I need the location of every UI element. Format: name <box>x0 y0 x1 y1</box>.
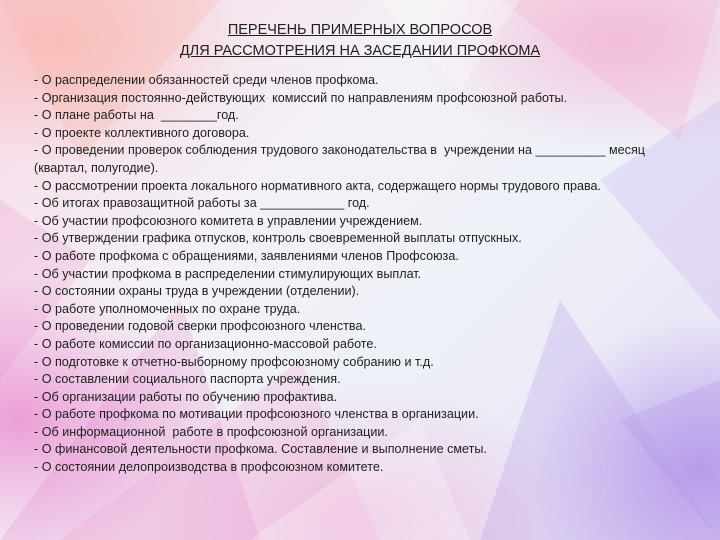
list-item: - О подготовке к отчетно-выборному профсоюзному собранию и т.д. <box>34 354 434 369</box>
title-line-1: ПЕРЕЧЕНЬ ПРИМЕРНЫХ ВОПРОСОВ <box>227 22 493 38</box>
list-item: - О проведении проверок соблюдения трудового законодательства в учреждении на __________ месяц (квартал, полугодие). <box>34 143 649 175</box>
list-item: - О состоянии охраны труда в учреждении (отделении). <box>34 284 360 299</box>
questions-list <box>34 72 694 477</box>
list-item: - Об итогах правозащитной работы за ____________ год. <box>34 196 370 211</box>
list-item: - Об участии профсоюзного комитета в управлении учреждением. <box>34 213 423 228</box>
list-item: - О составлении социального паспорта учреждения. <box>34 372 341 387</box>
list-item: - О проведении годовой сверки профсоюзного членства. <box>34 319 366 334</box>
list-item: - О проекте коллективного договора. <box>34 125 250 140</box>
list-item: - О состоянии делопроизводства в профсоюзном комитете. <box>34 460 384 475</box>
list-item: - О финансовой деятельности профкома. Составление и выполнение сметы. <box>34 442 487 457</box>
page-title <box>0 20 720 62</box>
list-item: - Об участии профкома в распределении стимулирующих выплат. <box>34 266 422 281</box>
list-item: - Об информационной работе в профсоюзной организации. <box>34 424 388 439</box>
list-item: - О работе профкома по мотивации профсоюзного членства в организации. <box>34 407 479 422</box>
list-item: - О работе комиссии по организационно-массовой работе. <box>34 336 377 351</box>
list-item: - О распределении обязанностей среди членов профкома. <box>34 73 379 87</box>
title-line-2: ДЛЯ РАССМОТРЕНИЯ НА ЗАСЕДАНИИ ПРОФКОМА <box>179 43 541 59</box>
list-item: - О плане работы на ________год. <box>34 108 239 123</box>
list-item: - Об утверждении графика отпусков, контроль своевременной выплаты отпускных. <box>34 231 522 246</box>
list-item: - О работе уполномоченных по охране труда. <box>34 301 301 316</box>
list-item: - О работе профкома с обращениями, заявлениями членов Профсоюза. <box>34 248 459 263</box>
list-item: - Об организации работы по обучению профактива. <box>34 389 338 404</box>
list-item: - О рассмотрении проекта локального нормативного акта, содержащего нормы трудового права. <box>34 178 602 193</box>
list-item: - Организация постоянно-действующих комиссий по направлениям профсоюзной работы. <box>34 90 568 105</box>
